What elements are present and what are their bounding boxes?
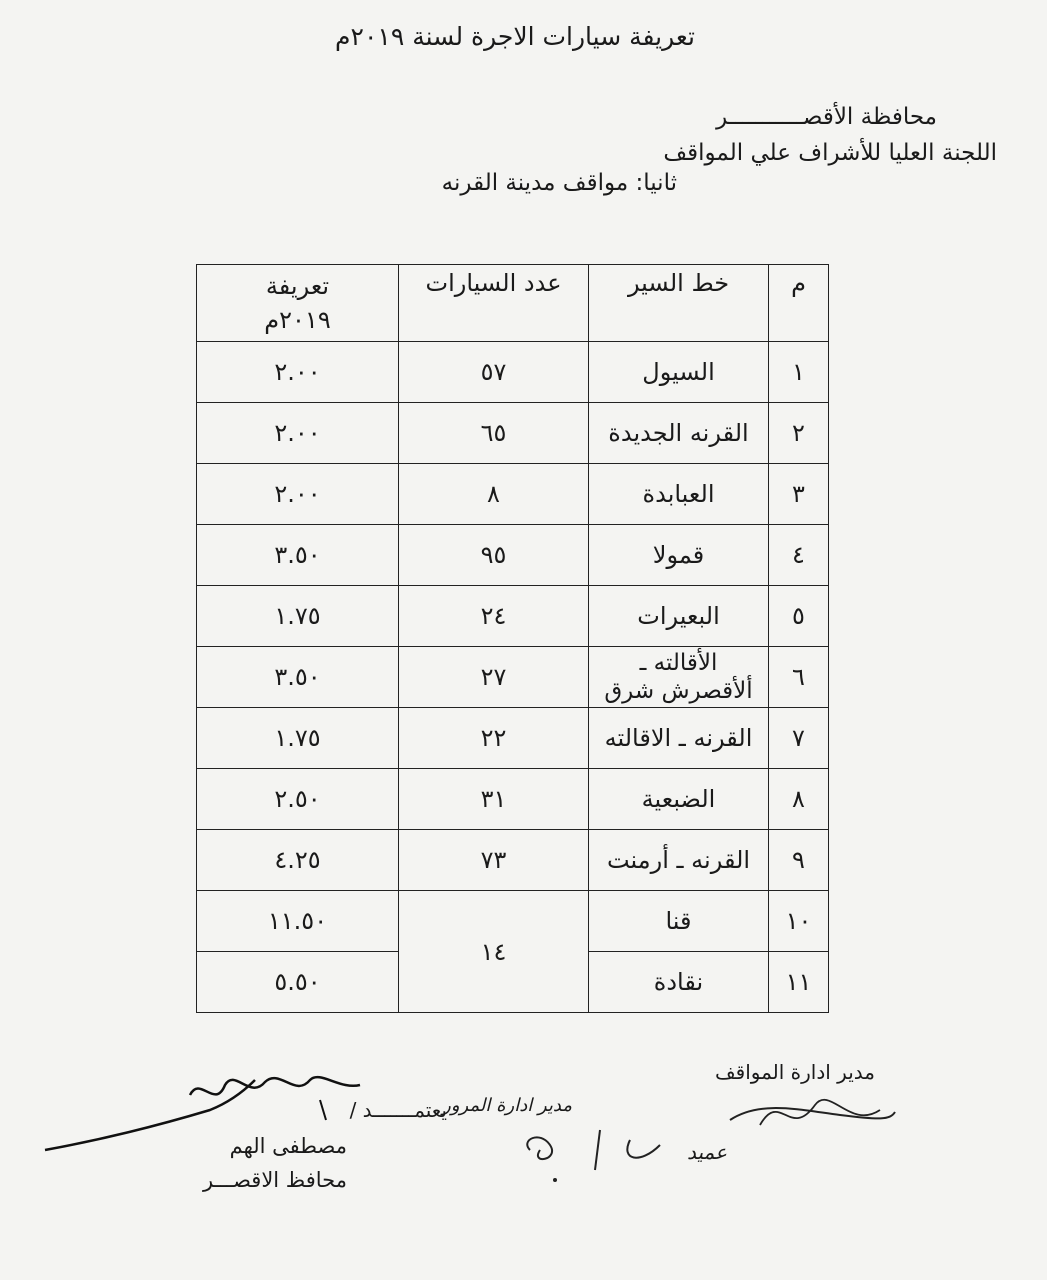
cell-cars: ٥٧: [399, 342, 589, 403]
committee-heading: اللجنة العليا للأشراف علي المواقف: [663, 140, 997, 166]
cell-cars: ٢٢: [399, 708, 589, 769]
header-fare: [197, 265, 399, 342]
cell-num: ٤: [769, 525, 829, 586]
cell-fare: ٢.٠٠: [197, 342, 399, 403]
handwritten-note: مدير ادارة المرور: [442, 1095, 572, 1116]
cell-num: ٣: [769, 464, 829, 525]
section-heading: ثانيا: مواقف مدينة القرنه: [441, 170, 677, 196]
fares-table: [196, 264, 829, 1013]
cell-route: القرنه الجديدة: [589, 403, 769, 464]
header-fare-line1: تعريفة: [265, 272, 330, 300]
cell-num: ١: [769, 342, 829, 403]
cell-route: العبابدة: [589, 464, 769, 525]
cell-cars: ٣١: [399, 769, 589, 830]
table-row: [197, 830, 829, 891]
cell-route: القرنه ـ الاقالته: [589, 708, 769, 769]
table-row: [197, 769, 829, 830]
approval-label: يعتمـــــــد /: [349, 1098, 447, 1122]
cell-fare: ١.٧٥: [197, 586, 399, 647]
cell-fare: ٢.٠٠: [197, 403, 399, 464]
cell-num: ٥: [769, 586, 829, 647]
cell-route-line1: الأقالته ـ: [639, 650, 718, 676]
governorate-heading: محافظة الأقصـــــــــــر: [716, 104, 937, 130]
table-row: [197, 464, 829, 525]
cell-num: ٨: [769, 769, 829, 830]
cell-route: البعيرات: [589, 586, 769, 647]
table-row: [197, 647, 829, 708]
cell-cars: ٢٤: [399, 586, 589, 647]
header-num: م: [769, 265, 829, 342]
cell-fare: ٢.٥٠: [197, 769, 399, 830]
cell-fare: ٢.٠٠: [197, 464, 399, 525]
governor-signature: [40, 1070, 370, 1160]
table-row: [197, 525, 829, 586]
table-header-row: [197, 265, 829, 342]
cell-route: القرنه ـ أرمنت: [589, 830, 769, 891]
cell-route: نقادة: [589, 952, 769, 1013]
header-cars: عدد السيارات: [399, 265, 589, 342]
cell-num: ١١: [769, 952, 829, 1013]
cell-route: الضبعية: [589, 769, 769, 830]
cell-cars-merged: ١٤: [399, 891, 589, 1013]
cell-cars: ٧٣: [399, 830, 589, 891]
approver-name: مصطفى الهم: [229, 1134, 347, 1158]
cell-num: ٦: [769, 647, 829, 708]
table-row: [197, 342, 829, 403]
traffic-manager-signature: [510, 1110, 710, 1190]
approver-title: محافظ الاقصـــر: [203, 1168, 347, 1192]
table-row: [197, 891, 829, 952]
cell-cars: ٩٥: [399, 525, 589, 586]
cell-num: ٢: [769, 403, 829, 464]
table-row: [197, 403, 829, 464]
cell-route: قمولا: [589, 525, 769, 586]
cell-num: ٩: [769, 830, 829, 891]
cell-route: [589, 647, 769, 708]
traffic-stands-manager-title: مدير ادارة المواقف: [714, 1060, 875, 1084]
cell-cars: ٨: [399, 464, 589, 525]
cell-fare: ٣.٥٠: [197, 647, 399, 708]
cell-fare: ٥.٥٠: [197, 952, 399, 1013]
cell-cars: ٦٥: [399, 403, 589, 464]
cell-fare: ٣.٥٠: [197, 525, 399, 586]
cell-num: ٧: [769, 708, 829, 769]
cell-route: قنا: [589, 891, 769, 952]
header-route: خط السير: [589, 265, 769, 342]
cell-route-line2: ألأقصرش شرق: [604, 678, 753, 704]
document-title: تعريفة سيارات الاجرة لسنة ٢٠١٩م: [335, 22, 695, 51]
table-row: [197, 586, 829, 647]
table-row: [197, 708, 829, 769]
cell-fare: ١.٧٥: [197, 708, 399, 769]
handwritten-rank: عميد: [686, 1140, 727, 1164]
header-fare-line2: ٢٠١٩م: [264, 306, 331, 334]
cell-cars: ٢٧: [399, 647, 589, 708]
cell-route: السيول: [589, 342, 769, 403]
manager-signature: [720, 1080, 900, 1150]
cell-fare: ١١.٥٠: [197, 891, 399, 952]
cell-num: ١٠: [769, 891, 829, 952]
cell-fare: ٤.٢٥: [197, 830, 399, 891]
